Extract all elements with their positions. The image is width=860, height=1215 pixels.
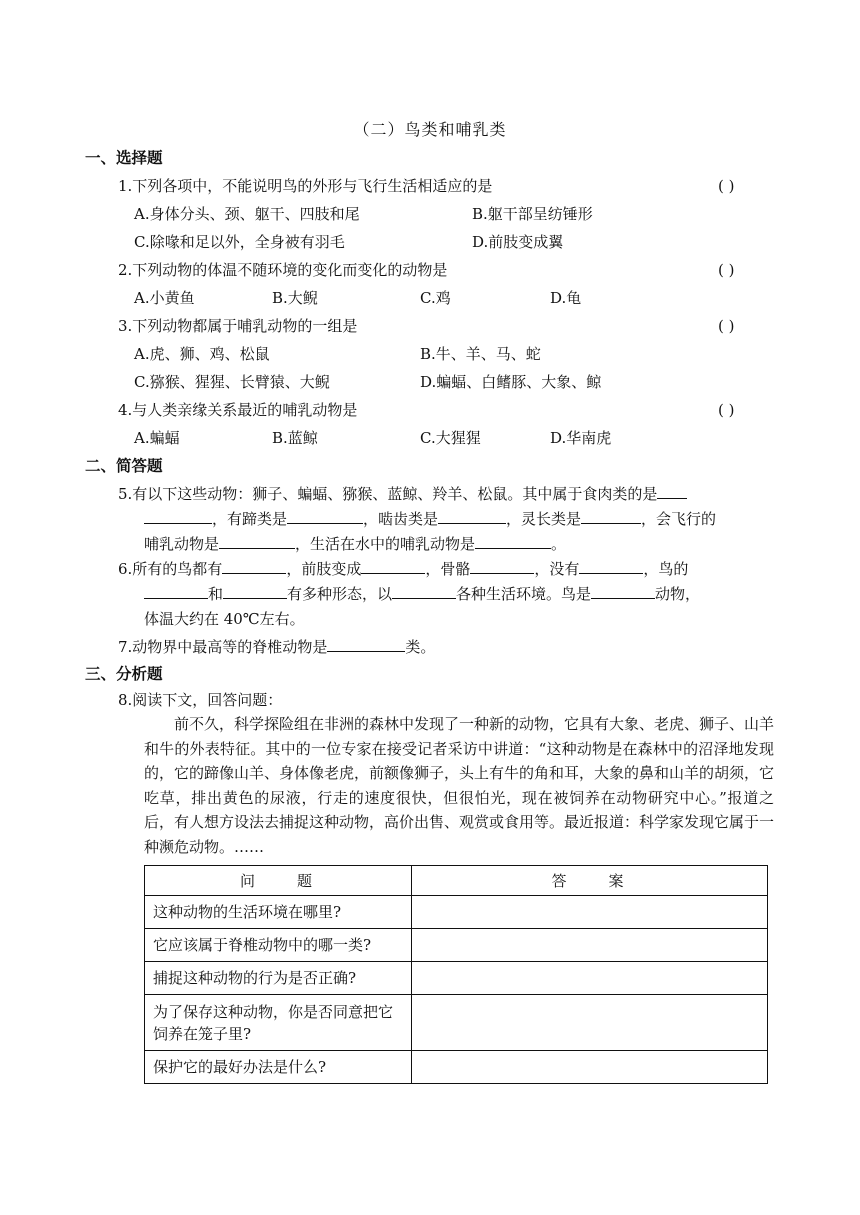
- question-6-line-1: [118, 559, 688, 579]
- table-row-answer-cell[interactable]: [412, 995, 768, 1051]
- question-5-text: ，有蹄类是: [212, 510, 288, 528]
- question-2-option-a: A.小黄鱼: [134, 289, 195, 307]
- blank-carnivores-cont[interactable]: [144, 509, 212, 524]
- question-4-option-b: B.蓝鲸: [272, 429, 318, 447]
- question-4-option-c: C.大猩猩: [420, 429, 481, 447]
- answer-parenthesis: ( ): [718, 401, 735, 419]
- blank-carnivores[interactable]: [657, 484, 687, 499]
- blank-flying-mammal[interactable]: [219, 534, 295, 549]
- blank-feet[interactable]: [223, 584, 287, 599]
- question-1-stem: 1.下列各项中，不能说明鸟的外形与飞行生活相适应的是: [118, 177, 493, 195]
- question-6-line-3: 体温大约在 40℃左右。: [144, 610, 305, 628]
- question-3-option-d: D.蝙蝠、白鳍豚、大象、鲸: [420, 373, 602, 391]
- question-1-option-d: D.前肢变成翼: [472, 233, 564, 251]
- question-8-stem: 8.阅读下文，回答问题：: [118, 691, 283, 709]
- question-2-option-d: D.龟: [550, 289, 582, 307]
- question-2-option-c: C.鸡: [420, 289, 451, 307]
- question-8-passage: 前不久，科学探险组在非洲的森林中发现了一种新的动物，它具有大象、老虎、狮子、山羊和牛的外表特征。其中的一位专家在接受记者采访中讲道：“这种动物是在森林中的沼泽地发现的，它的蹄像山羊、身体像老虎，前额像狮子，头上有牛的角和耳，大象的鼻和山羊的胡须，它吃草，排出黄色的尿液，行走的速度很快，但很怕光，现在被饲养在动物研究中心。”报道之后，有人想方设法去捕捉这种动物，高价出售、观赏或食用等。最近报道：科学家发现它属于一种濒危动物。……: [144, 715, 775, 856]
- question-5-text: 5.有以下这些动物：狮子、蝙蝠、猕猴、蓝鲸、羚羊、松鼠。其中属于食肉类的是: [118, 485, 658, 503]
- question-7: [118, 637, 435, 657]
- question-3-option-a: A.虎、狮、鸡、松鼠: [134, 345, 270, 363]
- answer-table: [144, 865, 768, 1084]
- blank-highest-vertebrate[interactable]: [327, 637, 405, 652]
- table-header-question: 问 题: [145, 866, 412, 896]
- question-6-text: 6.所有的鸟都有: [118, 560, 223, 578]
- blank-rodents[interactable]: [438, 509, 506, 524]
- answer-parenthesis: ( ): [718, 261, 735, 279]
- blank-ungulates[interactable]: [287, 509, 363, 524]
- question-6-text: ，前肢变成: [286, 560, 362, 578]
- table-row-question: 捕捉这种动物的行为是否正确?: [145, 962, 412, 995]
- section-heading-short-answer: 二、简答题: [85, 456, 163, 475]
- question-5-text: ，啮齿类是: [363, 510, 439, 528]
- blank-bones[interactable]: [470, 559, 534, 574]
- blank-adapt[interactable]: [392, 584, 456, 599]
- question-3-option-c: C.猕猴、猩猩、长臂猿、大鲵: [134, 373, 330, 391]
- question-1-option-c: C.除喙和足以外，全身被有羽毛: [134, 233, 345, 251]
- table-row-question: 这种动物的生活环境在哪里?: [145, 896, 412, 929]
- table-row-question: 为了保存这种动物，你是否同意把它饲养在笼子里?: [145, 995, 412, 1051]
- blank-aquatic-mammal[interactable]: [475, 534, 551, 549]
- table-header-answer: 答 案: [412, 866, 768, 896]
- question-5-text: ，会飞行的: [641, 510, 717, 528]
- question-6-text: ，鸟的: [643, 560, 689, 578]
- table-row-answer-cell[interactable]: [412, 929, 768, 962]
- question-2-stem: 2.下列动物的体温不随环境的变化而变化的动物是: [118, 261, 448, 279]
- question-6-text: 各种生活环境。鸟是: [456, 585, 592, 603]
- question-7-text: 类。: [405, 638, 436, 656]
- question-7-text: 7.动物界中最高等的脊椎动物是: [118, 638, 328, 656]
- question-1-option-a: A.身体分头、颈、躯干、四肢和尾: [134, 205, 360, 223]
- question-2-option-b: B.大鲵: [272, 289, 318, 307]
- question-3-option-b: B.牛、羊、马、蛇: [420, 345, 541, 363]
- table-row-question: 保护它的最好办法是什么?: [145, 1051, 412, 1084]
- page-title: （二）鸟类和哺乳类: [353, 120, 507, 139]
- question-5-text: ，灵长类是: [506, 510, 582, 528]
- blank-teeth[interactable]: [579, 559, 643, 574]
- section-heading-choice: 一、选择题: [85, 148, 163, 167]
- question-5-text: 哺乳动物是: [144, 535, 220, 553]
- question-5-line-2: [144, 509, 716, 529]
- question-5-text: 。: [551, 535, 567, 553]
- table-row-answer-cell[interactable]: [412, 1051, 768, 1084]
- blank-primates[interactable]: [581, 509, 641, 524]
- blank-wings[interactable]: [361, 559, 425, 574]
- table-row-answer-cell[interactable]: [412, 962, 768, 995]
- blank-beak[interactable]: [144, 584, 208, 599]
- question-5-line-1: [118, 484, 687, 504]
- question-4-option-a: A.蝙蝠: [134, 429, 180, 447]
- table-row-question: 它应该属于脊椎动物中的哪一类?: [145, 929, 412, 962]
- question-6-text: 和: [208, 585, 224, 603]
- question-6-text: ，骨骼: [425, 560, 471, 578]
- question-6-line-2: [144, 584, 700, 604]
- question-4-option-d: D.华南虎: [550, 429, 612, 447]
- question-6-text: 动物，: [655, 585, 701, 603]
- question-3-stem: 3.下列动物都属于哺乳动物的一组是: [118, 317, 358, 335]
- question-6-text: ，没有: [534, 560, 580, 578]
- blank-feathers[interactable]: [222, 559, 286, 574]
- question-5-text: ，生活在水中的哺乳动物是: [295, 535, 476, 553]
- question-6-text: 有多种形态，以: [287, 585, 393, 603]
- question-5-line-3: [144, 534, 566, 554]
- question-1-option-b: B.躯干部呈纺锤形: [472, 205, 593, 223]
- table-row-answer-cell[interactable]: [412, 896, 768, 929]
- answer-parenthesis: ( ): [718, 317, 735, 335]
- answer-parenthesis: ( ): [718, 177, 735, 195]
- section-heading-analysis: 三、分析题: [85, 664, 163, 683]
- question-4-stem: 4.与人类亲缘关系最近的哺乳动物是: [118, 401, 358, 419]
- blank-homeotherm[interactable]: [591, 584, 655, 599]
